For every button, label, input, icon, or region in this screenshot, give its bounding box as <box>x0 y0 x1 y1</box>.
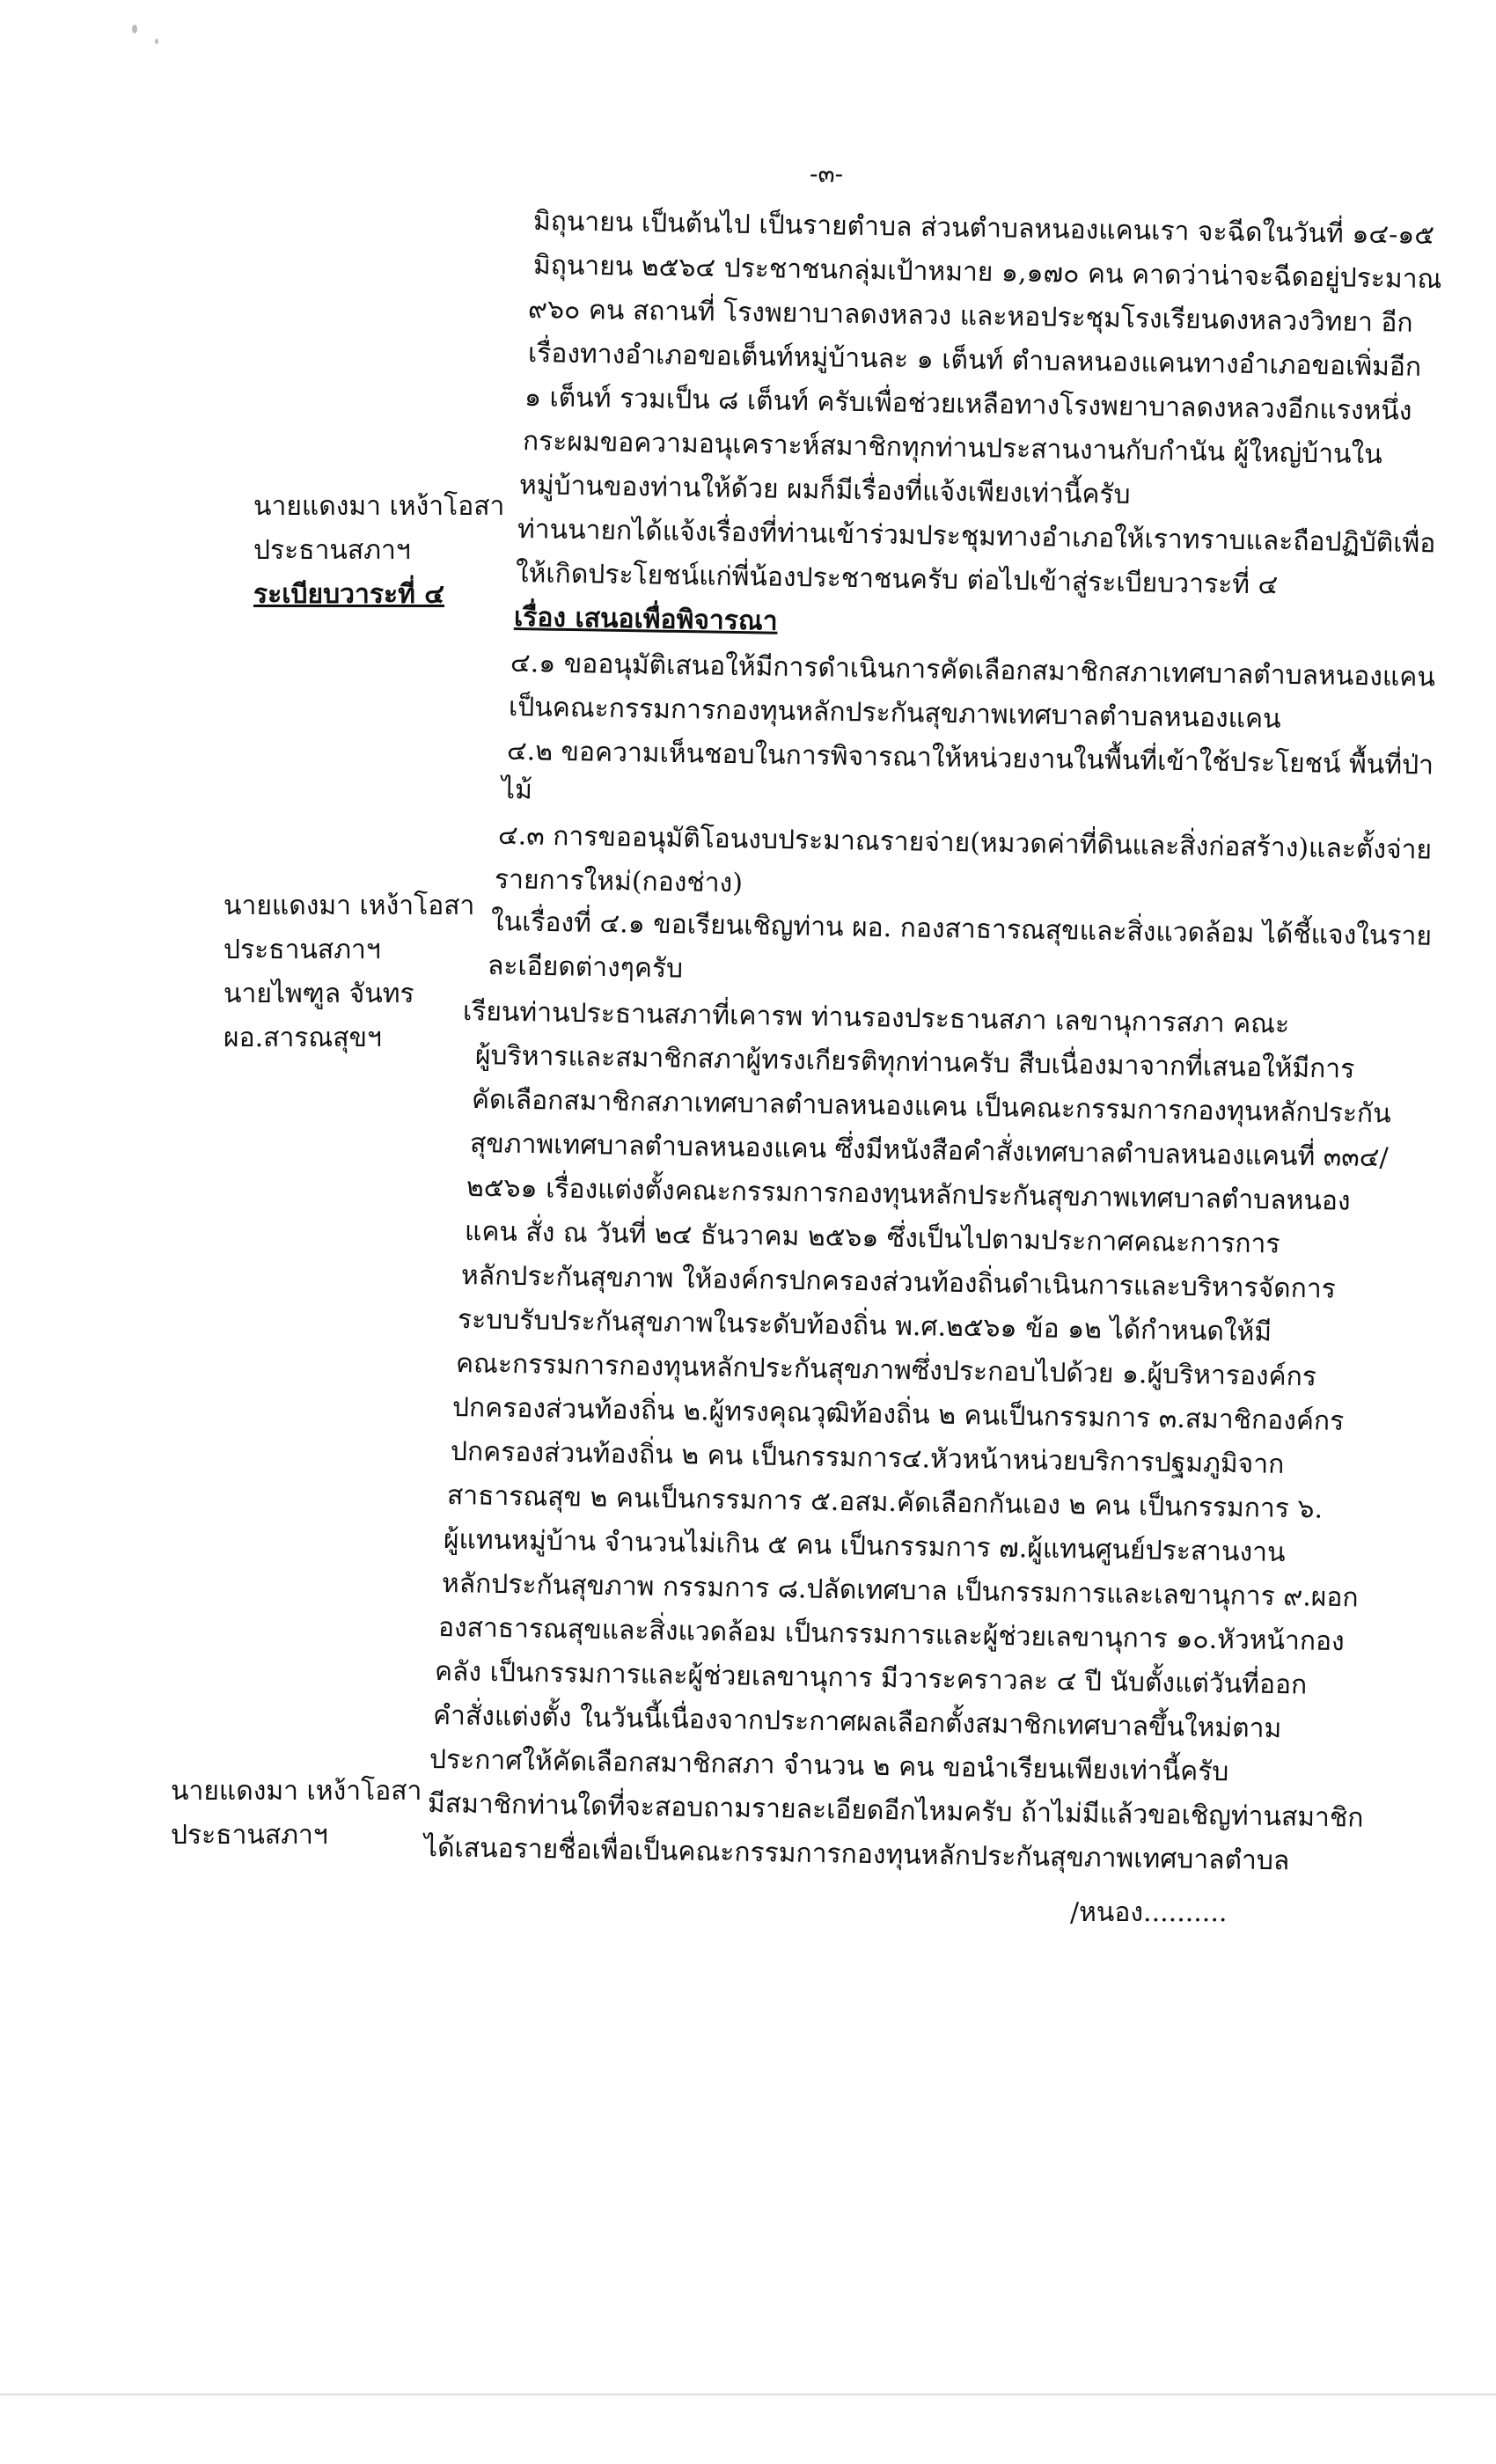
body-line: แคน สั่ง ณ วันที่ ๒๔ ธันวาคม ๒๕๖๑ ซึ่งเป็นไปตามประกาศคณะการการ <box>464 1216 1280 1260</box>
agenda-label: ระเบียบวาระที่ ๔ <box>253 579 444 610</box>
body-line: ๒๕๖๑ เรื่องแต่งตั้งคณะกรรมการกองทุนหลักประกันสุขภาพเทศบาลตำบลหนอง <box>466 1172 1351 1217</box>
body-line: สุขภาพเทศบาลตำบลหนองแคน ซึ่งมีหนังสือคำสั่งเทศบาลตำบลหนองแคนที่ ๓๓๔/ <box>469 1128 1389 1174</box>
agenda-item: รายการใหม่(กองช่าง) <box>494 864 744 899</box>
body-line: ได้เสนอรายชื่อเพื่อเป็นคณะกรรมการกองทุนหลักประกันสุขภาพเทศบาลตำบล <box>423 1832 1290 1877</box>
agenda-title: เรื่อง เสนอเพื่อพิจารณา <box>513 602 778 637</box>
scan-edge <box>0 2394 1496 2395</box>
scan-speck <box>132 25 137 33</box>
speaker-role: ประธานสภาฯ <box>224 935 381 965</box>
continuation-marker: /หนอง.......... <box>1070 1897 1228 1928</box>
body-line: หลักประกันสุขภาพ กรรมการ ๘.ปลัดเทศบาล เป็นกรรมการและเลขานุการ ๙.ผอก <box>441 1568 1359 1614</box>
agenda-item: ๔.๑ ขออนุมัติเสนอให้มีการดำเนินการคัดเลือกสมาชิกสภาเทศบาลตำบลหนองแคน <box>510 648 1436 693</box>
body-line: มีสมาชิกท่านใดที่จะสอบถามรายละเอียดอีกไหมครับ ถ้าไม่มีแล้วขอเชิญท่านสมาชิก <box>427 1788 1364 1834</box>
speaker-name: นายแดงมา เหง้าโอสา <box>171 1776 422 1807</box>
body-line: สาธารณสุข ๒ คนเป็นกรรมการ ๕.อสม.คัดเลือกกันเอง ๒ คน เป็นกรรมการ ๖. <box>446 1480 1324 1525</box>
agenda-item: ไม้ <box>501 774 533 806</box>
body-line: เรื่องทางอำเภอขอเต็นท์หมู่บ้านละ ๑ เต็นท์ ตำบลหนองแคนทางอำเภอขอเพิ่มอีก <box>527 338 1422 383</box>
speaker-name: นายแดงมา เหง้าโอสา <box>224 891 475 921</box>
body-line: กระผมขอความอนุเคราะห์สมาชิกทุกท่านประสานงานกับกำนัน ผู้ใหญ่บ้านใน <box>522 426 1383 471</box>
body-line: มิถุนายน เป็นต้นไป เป็นรายตำบล ส่วนตำบลหนองแคนเรา จะฉีดในวันที่ ๑๔-๑๕ <box>532 206 1435 252</box>
body-line: เรียนท่านประธานสภาที่เคารพ ท่านรองประธานสภา เลขานุการสภา คณะ <box>462 996 1290 1040</box>
page-number: -๓- <box>810 159 844 188</box>
body-line: ผู้บริหารและสมาชิกสภาผู้ทรงเกียรติทุกท่านครับ สืบเนื่องมาจากที่เสนอให้มีการ <box>474 1040 1355 1085</box>
agenda-item: เป็นคณะกรรมการกองทุนหลักประกันสุขภาพเทศบาลตำบลหนองแคน <box>508 692 1281 735</box>
body-line: หมู่บ้านของท่านให้ด้วย ผมก็มีเรื่องที่แจ้งเพียงเท่านี้ครับ <box>518 470 1131 510</box>
body-line: ผู้แทนหมู่บ้าน จำนวนไม่เกิน ๕ คน เป็นกรรมการ ๗.ผู้แทนศูนย์ประสานงาน <box>443 1524 1286 1569</box>
body-line: ท่านนายกได้แจ้งเรื่องที่ท่านเข้าร่วมประชุมทางอำเภอให้เราทราบและถือปฏิบัติเพื่อ <box>517 514 1436 560</box>
body-line: คลัง เป็นกรรมการและผู้ช่วยเลขานุการ มีวาระคราวละ ๔ ปี นับตั้งแต่วันที่ออก <box>434 1656 1308 1701</box>
body-line: คัดเลือกสมาชิกสภาเทศบาลตำบลหนองแคน เป็นคณะกรรมการกองทุนหลักประกัน <box>471 1084 1391 1130</box>
speaker-role: ผอ.สารณสุขฯ <box>224 1023 382 1053</box>
body-line: ปกครองส่วนท้องถิ่น ๒ คน เป็นกรรมการ๔.หัวหน้าหน่วยบริการปฐมภูมิจาก <box>450 1436 1285 1480</box>
body-line: ประกาศให้คัดเลือกสมาชิกสภา จำนวน ๒ คน ขอนำเรียนเพียงเท่านี้ครับ <box>429 1744 1229 1788</box>
body-line: ให้เกิดประโยชน์แก่พี่น้องประชาชนครับ ต่อไปเข้าสู่ระเบียบวาระที่ ๔ <box>515 558 1279 601</box>
speaker-role: ประธานสภาฯ <box>253 535 411 566</box>
body-line: คำสั่งแต่งตั้ง ในวันนี้เนื่องจากประกาศผลเลือกตั้งสมาชิกเทศบาลขึ้นใหม่ตาม <box>432 1700 1282 1745</box>
speaker-role: ประธานสภาฯ <box>171 1820 328 1851</box>
body-line: คณะกรรมการกองทุนหลักประกันสุขภาพซึ่งประกอบไปด้วย ๑.ผู้บริหารองค์กร <box>455 1348 1317 1393</box>
body-line: ละเอียดต่างๆครับ <box>487 950 684 985</box>
body-line: ระบบรับประกันสุขภาพในระดับท้องถิ่น พ.ศ.๒๕๖๑ ข้อ ๑๒ ได้กำหนดให้มี <box>457 1304 1272 1348</box>
body-line: ปกครองส่วนท้องถิ่น ๒.ผู้ทรงคุณวุฒิท้องถิ่น ๒ คนเป็นกรรมการ ๓.สมาชิกองค์กร <box>451 1392 1345 1437</box>
body-line: องสาธารณสุขและสิ่งแวดล้อม เป็นกรรมการและผู้ช่วยเลขานุการ ๑๐.หัวหน้ากอง <box>437 1612 1345 1658</box>
speaker-name: นายแดงมา เหง้าโอสา <box>253 491 505 522</box>
body-line: หลักประกันสุขภาพ ให้องค์กรปกครองส่วนท้องถิ่นดำเนินการและบริหารจัดการ <box>460 1260 1337 1305</box>
agenda-item: ๔.๒ ขอความเห็นชอบในการพิจารณาให้หน่วยงานในพื้นที่เข้าใช้ประโยชน์ พื้นที่ป่า <box>506 736 1434 781</box>
body-line: ในเรื่องที่ ๔.๑ ขอเรียนเชิญท่าน ผอ. กองสาธารณสุขและสิ่งแวดล้อม ได้ชี้แจงในราย <box>490 906 1433 952</box>
body-line: ๑ เต็นท์ รวมเป็น ๘ เต็นท์ ครับเพื่อช่วยเหลือทางโรงพยาบาลดงหลวงอีกแรงหนึ่ง <box>524 382 1412 427</box>
body-line: มิถุนายน ๒๕๖๔ ประชาชนกลุ่มเป้าหมาย ๑,๑๗๐ คน คาดว่าน่าจะฉีดอยู่ประมาณ <box>532 250 1442 296</box>
agenda-item: ๔.๓ การขออนุมัติโอนงบประมาณรายจ่าย(หมวดค่าที่ดินและสิ่งก่อสร้าง)และตั้งจ่าย <box>497 820 1433 866</box>
speaker-name: นายไพฑูล จันทร <box>224 979 414 1009</box>
body-line: ๙๖๐ คน สถานที่ โรงพยาบาลดงหลวง และหอประชุมโรงเรียนดงหลวงวิทยา อีก <box>527 294 1413 339</box>
scan-speck <box>155 39 158 44</box>
